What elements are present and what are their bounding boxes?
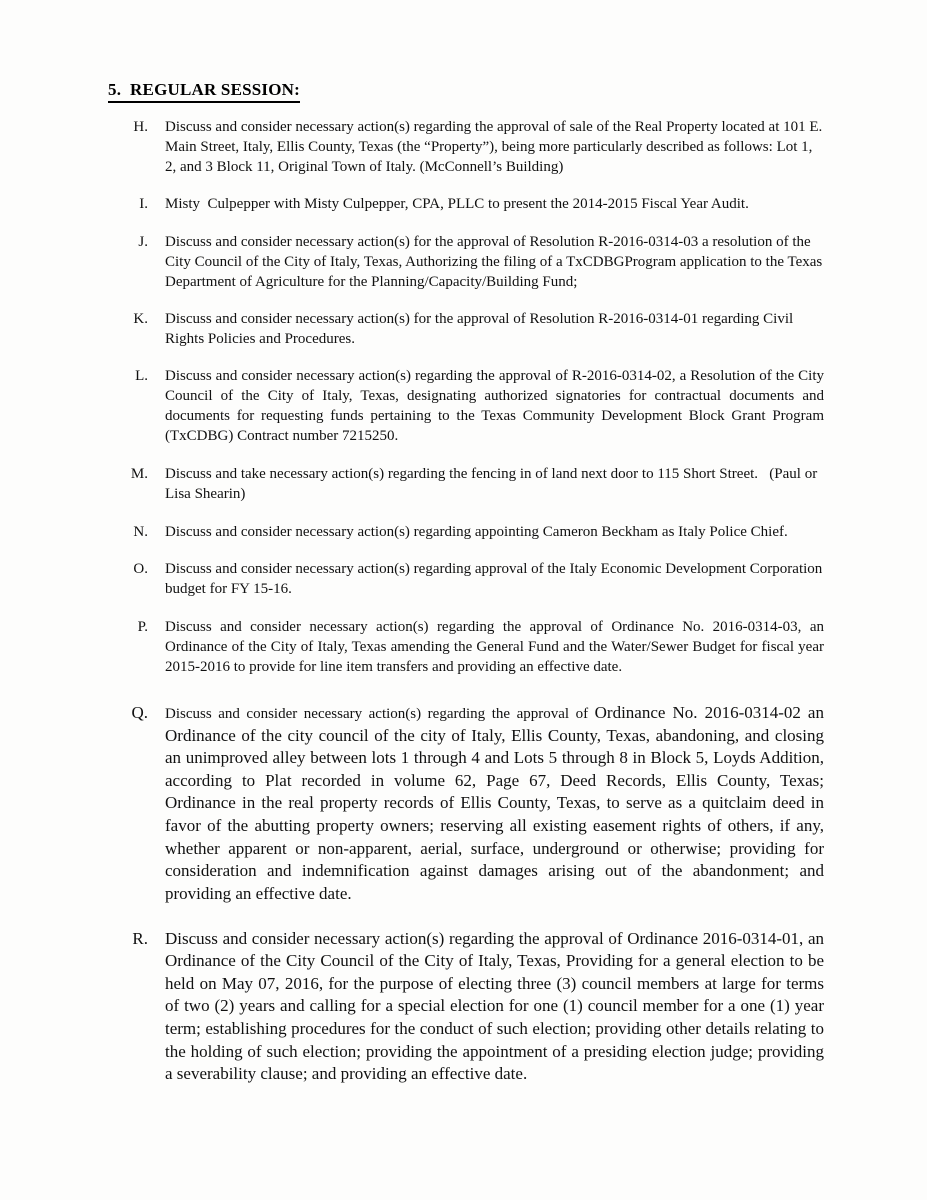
page-title-text: 5. REGULAR SESSION: bbox=[108, 80, 300, 103]
agenda-item-q bbox=[108, 702, 829, 906]
agenda-item-p bbox=[108, 618, 828, 678]
agenda-item-p-text: Discuss and consider necessary action(s) regarding the approval of Ordinance No. 2016-0314-03, an Ordinance of the City of Italy, Texas amending the General Fund and the Water/Sewer Budget for fiscal year 2015-2016 to provide for line item transfers and providing an effective date. bbox=[165, 618, 828, 675]
agenda-item-h-text: Discuss and consider necessary action(s) regarding the approval of sale of the Real Property located at 101 E. Main Street, Italy, Ellis County, Texas (the “Property”), being more particularly described as follows: Lot 1, 2, and 3 Block 11, Original Town of Italy. (McConnell’s Building) bbox=[165, 119, 827, 175]
agenda-item-q-text-lead: Discuss and consider necessary action(s) regarding the approval of bbox=[165, 705, 595, 722]
agenda-item-q-text bbox=[165, 702, 829, 906]
agenda-item-r bbox=[108, 928, 829, 1086]
agenda-item-k bbox=[108, 310, 824, 350]
agenda-item-j-text: Discuss and consider necessary action(s) for the approval of Resolution R-2016-0314-03 a resolution of the City Council of the City of Italy, Texas, Authorizing the filing of a TxCDBGProgram application to the Texas Department of Agriculture for the Planning/Capacity/Building Fund; bbox=[165, 233, 826, 290]
agenda-item-k-label: K. bbox=[133, 310, 148, 327]
agenda-item-k-text: Discuss and consider necessary action(s) for the approval of Resolution R-2016-0314-01 regarding Civil Rights Policies and Procedures. bbox=[165, 310, 797, 347]
agenda-item-list bbox=[108, 118, 829, 1086]
agenda-item-q-label: Q. bbox=[131, 702, 148, 722]
agenda-item-r-text: Discuss and consider necessary action(s) regarding the approval of Ordinance 2016-0314-01, an Ordinance of the City Council of the City of Italy, Texas, Providing for a general election to be held on May 07, 2016, for the purpose of electing three (3) council members at large for terms of two (2) years and calling for a special election for one (1) council member for a one (1) year term; establishing procedures for the conduct of such election; providing other details relating to the holding of such election; providing the appointment of a presiding election judge; providing a severability clause; and providing an effective date. bbox=[165, 928, 829, 1084]
agenda-item-r-label: R. bbox=[132, 928, 148, 948]
page-title bbox=[108, 80, 300, 103]
agenda-item-o-label: O. bbox=[133, 561, 148, 577]
agenda-item-m bbox=[108, 465, 824, 505]
agenda-item-i bbox=[108, 195, 824, 215]
agenda-item-q-text-rest: Ordinance No. 2016-0314-02 an Ordinance of the city council of the city of Italy, Ellis County, Texas, abandoning, and closing an unimproved alley between lots 1 through 4 and Lots 5 through 8 in Block 5, Loyds Addition, according to Plat recorded in volume 62, Page 67, Deed Records, Ellis County, Texas; Ordinance in the real property records of Ellis County, Texas, to serve as a quitclaim deed in favor of the abutting property owners; reserving all existing easement rights of others, if any, whether apparent or non-apparent, aerial, surface, underground or otherwise; providing for consideration and indemnification against damages arising out of the abandonment; and providing an effective date. bbox=[165, 702, 829, 903]
agenda-item-m-label: M. bbox=[130, 466, 148, 483]
agenda-item-j bbox=[108, 233, 824, 293]
agenda-item-n-label: N. bbox=[133, 524, 148, 541]
agenda-item-j-label: J. bbox=[138, 233, 148, 250]
agenda-item-l-text: Discuss and consider necessary action(s) regarding the approval of R-2016-0314-02, a Resolution of the City Council of the City of Italy, Texas, designating authorized signatories for contractual documents and documents for requesting funds pertaining to the Texas Community Development Block Grant Program (TxCDBG) Contract number 7215250. bbox=[165, 368, 828, 445]
agenda-item-h-label: H. bbox=[133, 119, 148, 135]
agenda-item-n-text: Discuss and consider necessary action(s) regarding appointing Cameron Beckham as Italy Police Chief. bbox=[165, 524, 788, 541]
agenda-item-l bbox=[108, 367, 828, 447]
agenda-item-h bbox=[108, 118, 827, 178]
agenda-item-m-text: Discuss and take necessary action(s) regarding the fencing in of land next door to 115 Short Street. (Paul or Lisa Shearin) bbox=[165, 466, 821, 503]
agenda-item-n bbox=[108, 523, 824, 543]
agenda-item-p-label: P. bbox=[137, 618, 148, 635]
agenda-item-i-label: I. bbox=[139, 195, 148, 212]
agenda-item-o-text: Discuss and consider necessary action(s) regarding approval of the Italy Economic Development Corporation budget for FY 15-16. bbox=[165, 561, 827, 597]
agenda-item-l-label: L. bbox=[135, 368, 148, 385]
agenda-item-i-text: Misty Culpepper with Misty Culpepper, CPA, PLLC to present the 2014-2015 Fiscal Year Audit. bbox=[165, 195, 749, 212]
agenda-item-o bbox=[108, 560, 827, 600]
